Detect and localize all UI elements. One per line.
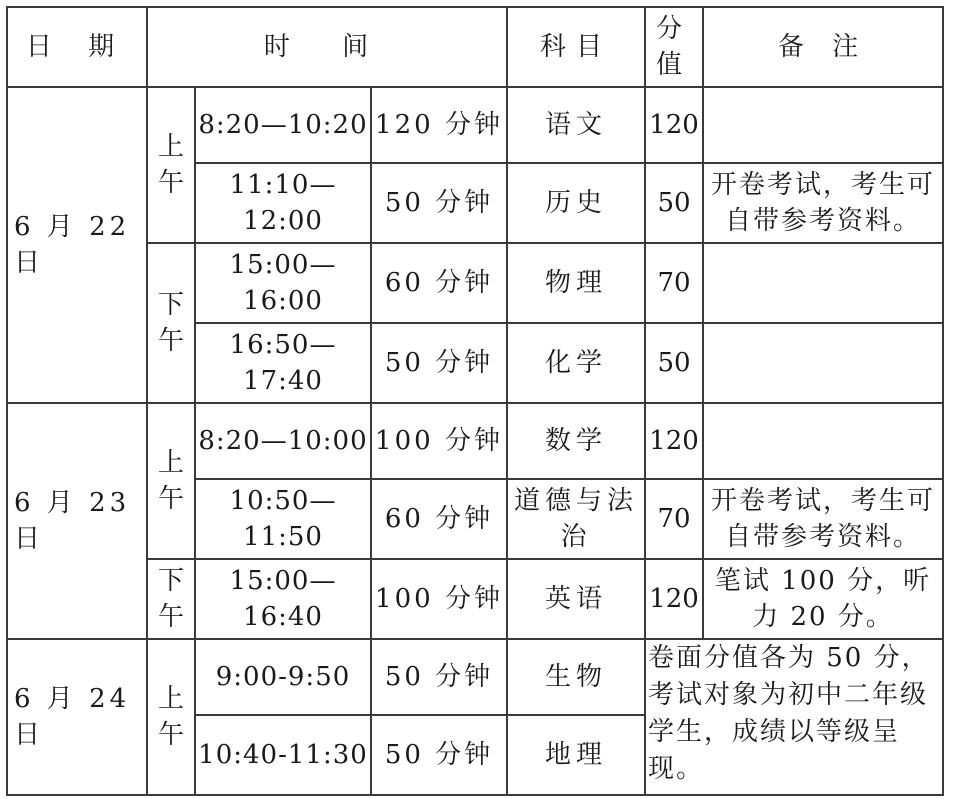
period-label: 下 午: [157, 566, 184, 632]
score-cell: 120: [645, 403, 703, 479]
score-cell: 120: [645, 87, 703, 163]
date-cell: 6 月 23 日: [7, 403, 147, 639]
note-cell: [703, 243, 943, 323]
subject-cell: 语文: [507, 87, 645, 163]
subject-cell: 道德与法治: [507, 479, 645, 559]
duration-cell: 100 分钟: [371, 559, 507, 639]
date-cell: 6 月 24 日: [7, 639, 147, 795]
table-row: [7, 639, 943, 715]
shared-note-cell: 卷面分值各为 50 分，考试对象为初中二年级学生，成绩以等级呈现。: [645, 639, 943, 795]
note-cell: [703, 323, 943, 403]
time-text: 16:50— 17:40: [229, 330, 337, 396]
header-score-label: 分 值: [655, 14, 692, 80]
duration-cell: 100 分钟: [371, 403, 507, 479]
table-row: [7, 403, 943, 479]
subject-cell: 物理: [507, 243, 645, 323]
header-time: 时 间: [147, 7, 507, 87]
score-cell: 50: [645, 323, 703, 403]
period-label: 上 午: [157, 684, 184, 750]
header-score: [645, 7, 703, 87]
note-cell: [703, 403, 943, 479]
note-cell: [703, 87, 943, 163]
time-text: 15:00— 16:40: [229, 566, 337, 632]
time-cell: [195, 323, 371, 403]
time-cell: [195, 163, 371, 243]
time-cell: [195, 243, 371, 323]
time-text: 11:10— 12:00: [229, 170, 337, 236]
subject-cell: 历史: [507, 163, 645, 243]
duration-cell: 50 分钟: [371, 323, 507, 403]
duration-cell: 60 分钟: [371, 243, 507, 323]
score-cell: 50: [645, 163, 703, 243]
period-label: 上 午: [157, 132, 184, 198]
time-cell: 9:00-9:50: [195, 639, 371, 715]
duration-cell: 50 分钟: [371, 639, 507, 715]
duration-cell: 60 分钟: [371, 479, 507, 559]
header-note: 备 注: [703, 7, 943, 87]
time-cell: [195, 479, 371, 559]
period-morning: [147, 639, 195, 795]
table-row: [7, 87, 943, 163]
duration-cell: 50 分钟: [371, 163, 507, 243]
time-cell: 8:20—10:20: [195, 87, 371, 163]
time-cell: 8:20—10:00: [195, 403, 371, 479]
duration-cell: 120 分钟: [371, 87, 507, 163]
subject-cell: 生物: [507, 639, 645, 715]
subject-cell: 数学: [507, 403, 645, 479]
period-label: 上 午: [157, 448, 184, 514]
period-morning: [147, 403, 195, 559]
note-cell: 笔试 100 分，听力 20 分。: [703, 559, 943, 639]
header-row: [7, 7, 943, 87]
period-afternoon: [147, 243, 195, 403]
table-row: [7, 559, 943, 639]
time-text: 15:00— 16:00: [229, 250, 337, 316]
note-cell: 开卷考试，考生可自带参考资料。: [703, 163, 943, 243]
exam-schedule-table: [6, 6, 944, 796]
period-afternoon: [147, 559, 195, 639]
subject-cell: 化学: [507, 323, 645, 403]
time-cell: [195, 559, 371, 639]
header-subject: 科目: [507, 7, 645, 87]
table-row: [7, 243, 943, 323]
score-cell: 70: [645, 479, 703, 559]
header-date: 日 期: [7, 7, 147, 87]
subject-cell: 英语: [507, 559, 645, 639]
score-cell: 120: [645, 559, 703, 639]
period-morning: [147, 87, 195, 243]
note-cell: 开卷考试，考生可自带参考资料。: [703, 479, 943, 559]
subject-cell: 地理: [507, 715, 645, 795]
time-cell: 10:40-11:30: [195, 715, 371, 795]
time-text: 10:50— 11:50: [229, 486, 337, 552]
period-label: 下 午: [157, 290, 184, 356]
date-cell: 6 月 22 日: [7, 87, 147, 403]
duration-cell: 50 分钟: [371, 715, 507, 795]
score-cell: 70: [645, 243, 703, 323]
